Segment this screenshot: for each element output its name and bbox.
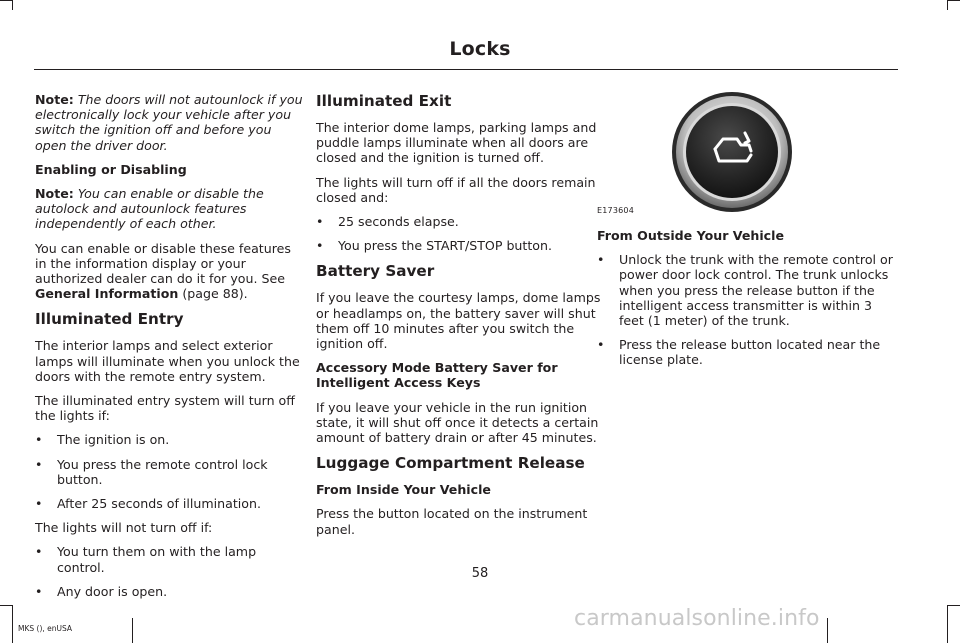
inside-vehicle-paragraph: Press the button located on the instrument panel. xyxy=(316,506,588,537)
enable-paragraph xyxy=(35,241,305,302)
inside-vehicle-heading: From Inside Your Vehicle xyxy=(316,482,491,498)
crop-mark xyxy=(0,605,12,606)
exit-turnoff-paragraph: The lights will turn off if all the doors remain closed and: xyxy=(316,174,596,205)
column-left xyxy=(35,92,305,608)
entry-paragraph: The interior lamps and select exterior lamps will illuminate when you unlock the doors with the remote entry system. xyxy=(35,338,300,384)
list-item: • 25 seconds elapse. xyxy=(316,214,601,229)
crop-mark xyxy=(132,618,133,643)
list-item: • After 25 seconds of illumination. xyxy=(35,496,305,511)
illuminated-entry-heading: Illuminated Entry xyxy=(35,310,184,329)
battery-saver-paragraph: If you leave the courtesy lamps, dome lamps or headlamps on, the battery saver will shut them off 10 minutes after you switch the ignition off. xyxy=(316,290,601,352)
luggage-release-heading: Luggage Compartment Release xyxy=(316,454,585,473)
page-reference: (page 88). xyxy=(178,286,248,302)
header-rule xyxy=(34,69,898,70)
battery-saver-heading: Battery Saver xyxy=(316,262,435,281)
enable-text: You can enable or disable these features in the information display or your authorized dealer can do it for you. See xyxy=(35,240,291,287)
list-item: • Any door is open. xyxy=(35,584,305,599)
outside-bullet-list xyxy=(597,252,897,367)
accessory-mode-paragraph: If you leave your vehicle in the run ignition state, it will shut off once it detects a certain amount of battery drain or after 45 minutes. xyxy=(316,399,599,446)
crop-mark xyxy=(948,0,960,1)
footer-label: MKS (), enUSA xyxy=(18,624,73,633)
list-item: • The ignition is on. xyxy=(35,432,305,447)
enabling-heading: Enabling or Disabling xyxy=(35,161,187,177)
list-item: • Press the release button located near the license plate. xyxy=(597,337,897,367)
entry-turnoff-paragraph: The illuminated entry system will turn off the lights if: xyxy=(35,393,295,424)
column-middle xyxy=(316,92,601,546)
list-item: • You press the START/STOP button. xyxy=(316,238,601,253)
not-off-paragraph: The lights will not turn off if: xyxy=(35,520,213,536)
list-item: • You press the remote control lock button. xyxy=(35,457,305,487)
page-title: Locks xyxy=(449,38,511,60)
note-autounlock xyxy=(35,92,305,153)
crop-mark xyxy=(827,618,828,643)
exit-bullet-list xyxy=(316,214,601,253)
note-text: The doors will not autounlock if you electronically lock your vehicle after you switch the ignition off and before you open the driver door. xyxy=(35,92,303,153)
watermark: carmanualsonline.info xyxy=(574,606,820,631)
crop-mark xyxy=(948,605,960,606)
figure-id: E173604 xyxy=(597,206,634,215)
list-item: • Unlock the trunk with the remote control or power door lock control. The trunk unlocks when you press the release button if the intelligent access transmitter is within 3 feet (1 meter) of the trunk. xyxy=(597,252,897,328)
crop-mark xyxy=(947,0,948,10)
illuminated-exit-heading: Illuminated Exit xyxy=(316,92,452,110)
outside-vehicle-heading: From Outside Your Vehicle xyxy=(597,228,784,243)
exit-paragraph: The interior dome lamps, parking lamps and puddle lamps illuminate when all doors are closed and the ignition is turned off. xyxy=(316,120,597,166)
note-text: You can enable or disable the autolock and autounlock features independently of each other. xyxy=(35,186,264,232)
note-independent xyxy=(35,186,305,232)
crop-mark xyxy=(0,0,12,1)
trunk-button-figure xyxy=(597,89,897,219)
crop-mark xyxy=(947,605,948,643)
entry-bullet-list xyxy=(35,432,305,511)
crop-mark xyxy=(12,0,13,10)
note-label: Note: xyxy=(35,92,74,107)
trunk-release-button-illustration xyxy=(667,89,797,219)
column-right xyxy=(597,92,897,377)
note-label: Note: xyxy=(35,186,74,202)
list-item: • You turn them on with the lamp control. xyxy=(35,544,305,574)
crop-mark xyxy=(12,605,13,643)
page-number: 58 xyxy=(471,566,489,581)
general-information-link[interactable]: General Information xyxy=(35,286,179,302)
accessory-mode-heading: Accessory Mode Battery Saver for Intelligent Access Keys xyxy=(316,360,558,391)
